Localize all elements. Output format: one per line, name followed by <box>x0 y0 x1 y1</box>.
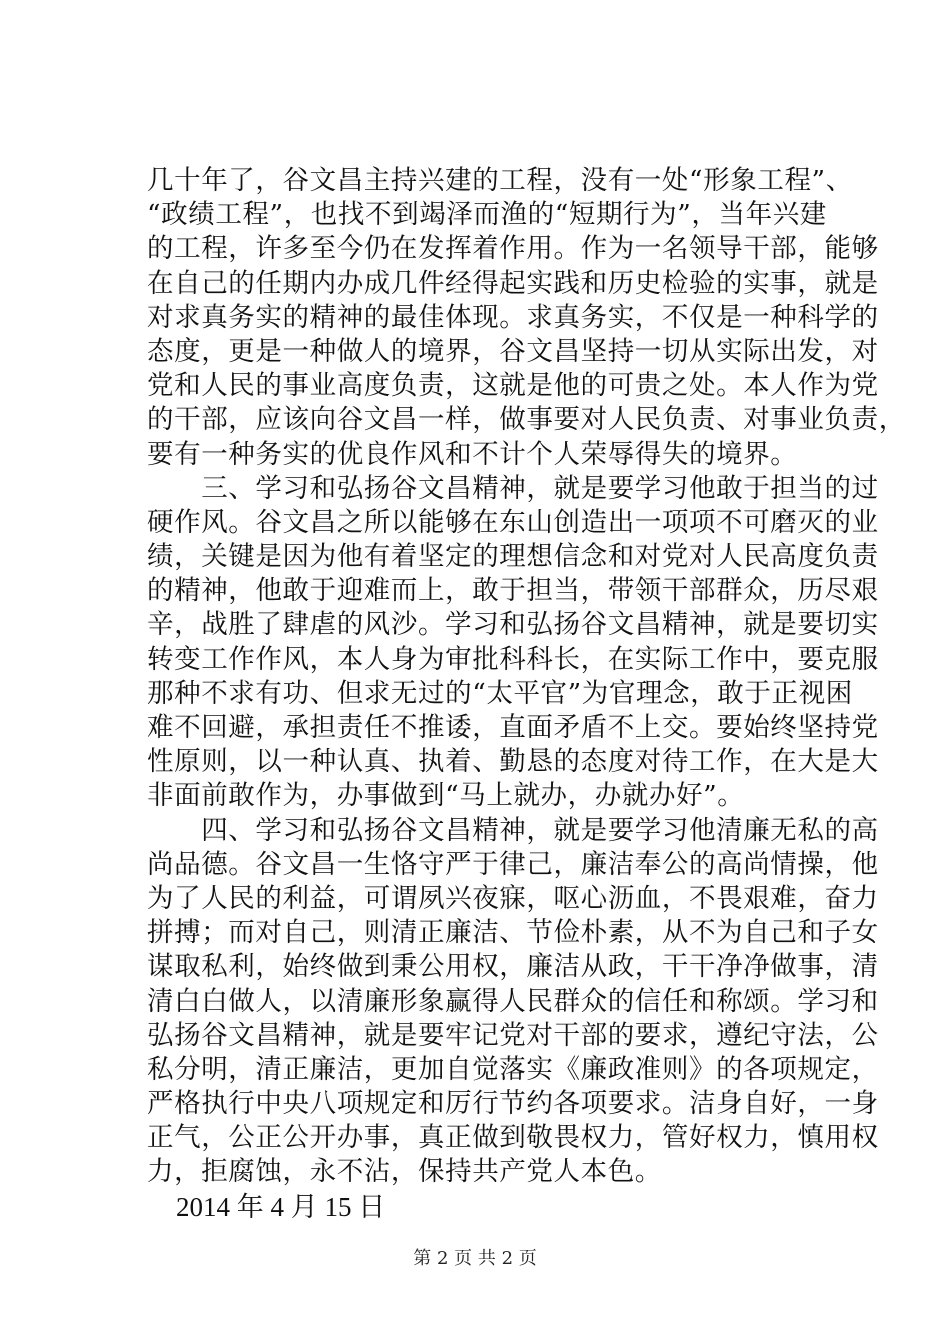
text-line: 非面前敢作为，办事做到“马上就办，办就办好”。 <box>147 780 745 812</box>
text-line: 私分明，清正廉洁，更加自觉落实《廉政准则》的各项规定， <box>147 1053 879 1085</box>
text-line: 清白白做人，以清廉形象赢得人民群众的信任和称颂。学习和 <box>147 985 879 1017</box>
text-line: 正气，公正公开办事，真正做到敬畏权力，管好权力，慎用权 <box>147 1122 879 1154</box>
text-line: 为了人民的利益，可谓夙兴夜寐，呕心沥血，不畏艰难，奋力 <box>147 882 879 914</box>
text-line: 弘扬谷文昌精神，就是要牢记党对干部的要求，遵纪守法，公 <box>147 1019 879 1051</box>
text-line: 在自己的任期内办成几件经得起实践和历史检验的实事，就是 <box>147 267 879 299</box>
text-line: 硬作风。谷文昌之所以能够在东山创造出一项项不可磨灭的业 <box>147 506 879 538</box>
text-line: 谋取私利，始终做到秉公用权，廉洁从政，干干净净做事，清 <box>147 951 879 983</box>
text-line: 尚品德。谷文昌一生恪守严于律己，廉洁奉公的高尚情操，他 <box>147 848 879 880</box>
text-line: 难不回避，承担责任不推诿，直面矛盾不上交。要始终坚持党 <box>147 712 879 743</box>
text-line: 的精神，他敢于迎难而上，敢于担当，带领干部群众，历尽艰 <box>147 575 879 607</box>
text-line: 拼搏；而对自己，则清正廉洁、节俭朴素，从不为自己和子女 <box>147 917 879 949</box>
document-body <box>147 164 906 1224</box>
paragraph-three-start: 三、学习和弘扬谷文昌精神，就是要学习他敢于担当的过 <box>147 472 879 504</box>
paragraph-four-start: 四、学习和弘扬谷文昌精神，就是要学习他清廉无私的高 <box>147 814 879 846</box>
text-line: 绩，关键是因为他有着坚定的理想信念和对党对人民高度负责 <box>147 541 879 573</box>
text-line: 的干部，应该向谷文昌一样，做事要对人民负责、对事业负责， <box>147 404 906 436</box>
date-line <box>147 1190 827 1224</box>
text-line: 辛，战胜了肆虐的风沙。学习和弘扬谷文昌精神，就是要切实 <box>147 609 879 641</box>
text-line: 的工程，许多至今仍在发挥着作用。作为一名领导干部，能够 <box>147 233 879 265</box>
text-line: 对求真务实的精神的最佳体现。求真务实，不仅是一种科学的 <box>147 301 879 333</box>
page-footer: 第 2 页 共 2 页 <box>413 1248 537 1269</box>
text-line: 力，拒腐蚀，永不沾，保持共产党人本色。 <box>147 1156 662 1188</box>
text-line: 态度，更是一种做人的境界，谷文昌坚持一切从实际出发，对 <box>147 335 879 367</box>
document-date: 2014 年 4 月 15 日 <box>176 1191 386 1222</box>
text-line: 几十年了，谷文昌主持兴建的工程，没有一处“形象工程”、 <box>147 165 853 196</box>
text-line: 要有一种务实的优良作风和不计个人荣辱得失的境界。 <box>147 438 798 470</box>
text-line: 转变工作作风，本人身为审批科科长，在实际工作中，要克服 <box>147 643 879 675</box>
text-line: “政绩工程”，也找不到竭泽而渔的“短期行为”，当年兴建 <box>147 199 827 231</box>
text-line: 党和人民的事业高度负责，这就是他的可贵之处。本人作为党 <box>147 370 879 402</box>
text-line: 严格执行中央八项规定和厉行节约各项要求。洁身自好，一身 <box>147 1088 879 1120</box>
text-line: 那种不求有功、但求无过的“太平官”为官理念，敢于正视困 <box>147 677 853 709</box>
text-line: 性原则，以一种认真、执着、勤恳的态度对待工作，在大是大 <box>147 746 879 778</box>
